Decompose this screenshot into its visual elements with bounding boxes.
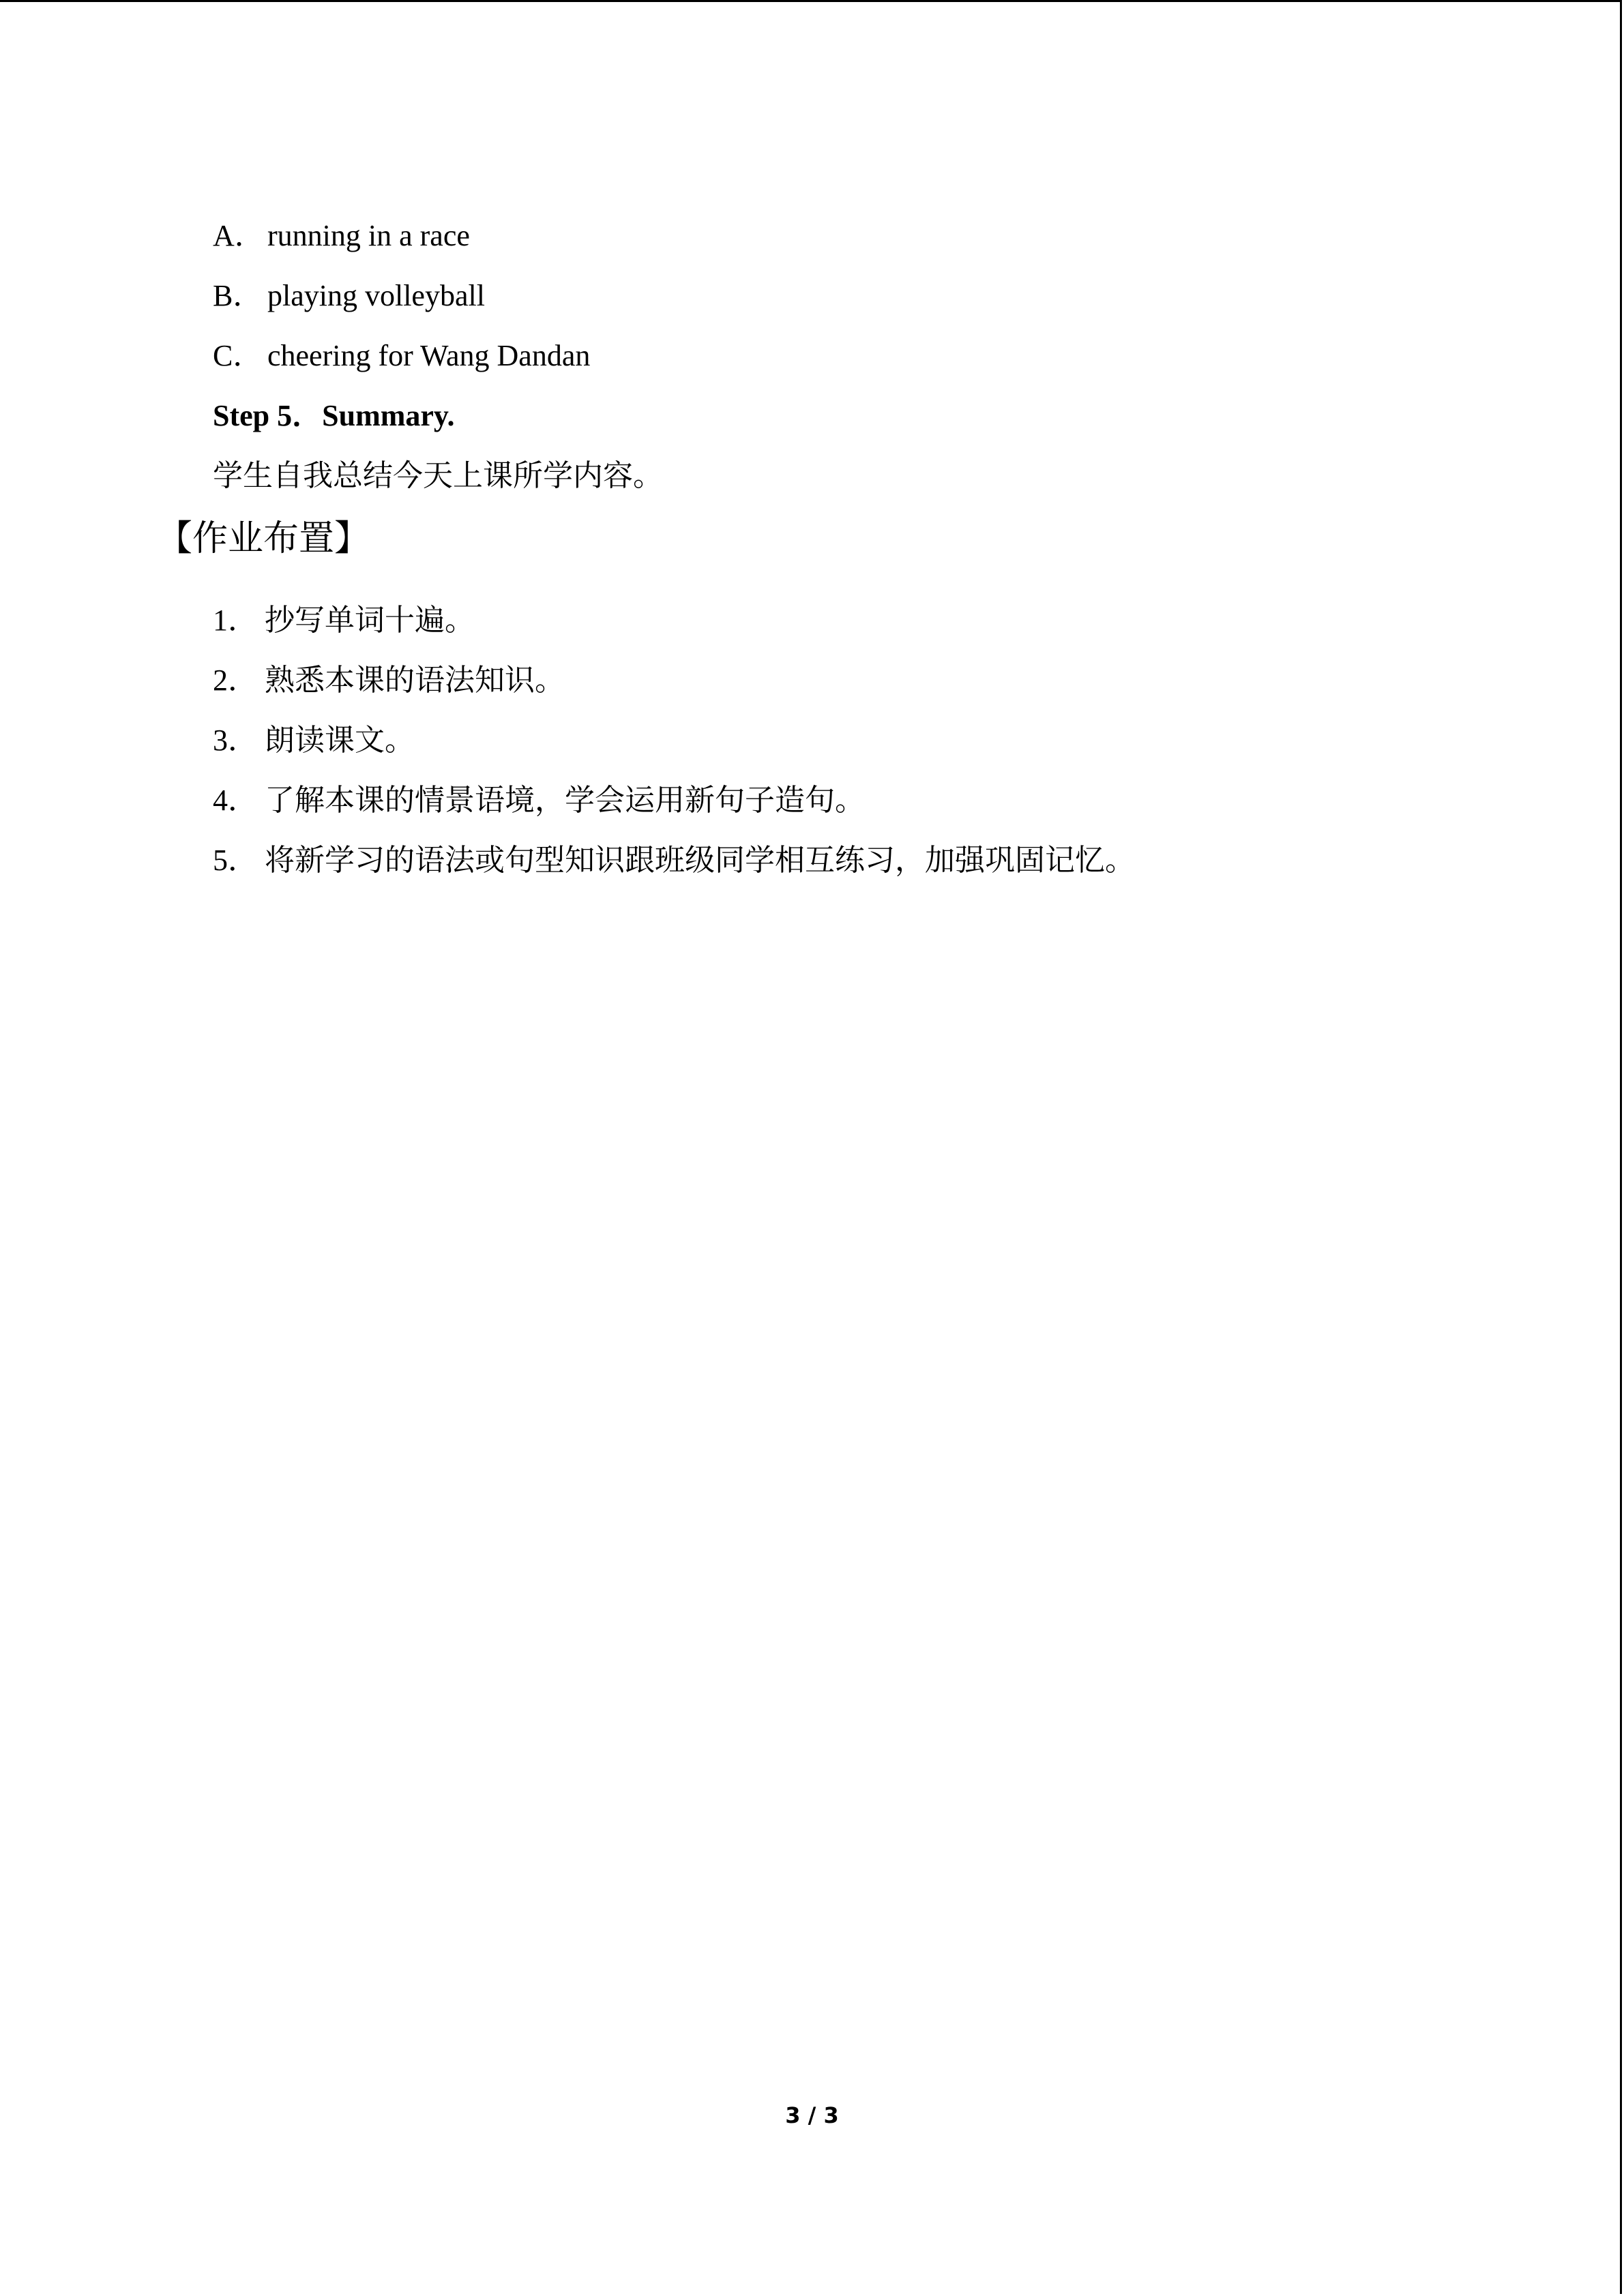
- homework-item: [213, 840, 1135, 881]
- option-text: cheering for Wang Dandan: [267, 339, 591, 372]
- option-a: [213, 215, 470, 256]
- step-5-heading: Step 5．Summary.: [213, 399, 455, 432]
- homework-item: [213, 720, 415, 761]
- homework-item-number: 2．: [213, 664, 258, 697]
- option-b: [213, 275, 485, 316]
- homework-item: [213, 660, 565, 701]
- homework-item-number: 4．: [213, 784, 258, 817]
- option-text: running in a race: [267, 219, 470, 252]
- option-label: A．: [213, 219, 265, 252]
- homework-heading: 【作业布置】: [157, 518, 370, 559]
- homework-item-text: 熟悉本课的语法知识。: [265, 664, 565, 697]
- homework-item: [213, 780, 865, 821]
- homework-item-text: 朗读课文。: [265, 724, 415, 757]
- option-label: B．: [213, 279, 263, 312]
- homework-item-number: 1．: [213, 603, 258, 637]
- step-5-text: 学生自我总结今天上课所学内容。: [213, 459, 663, 492]
- option-text: playing volleyball: [267, 279, 485, 312]
- page-number: 3 / 3: [785, 2102, 839, 2128]
- homework-item-number: 3．: [213, 724, 258, 757]
- homework-item-text: 了解本课的情景语境，学会运用新句子造句。: [265, 784, 865, 817]
- option-c: [213, 336, 590, 376]
- homework-item-number: 5．: [213, 844, 258, 877]
- homework-item-text: 将新学习的语法或句型知识跟班级同学相互练习，加强巩固记忆。: [265, 844, 1135, 877]
- option-label: C．: [213, 339, 263, 372]
- homework-item: [213, 600, 475, 641]
- homework-item-text: 抄写单词十遍。: [265, 603, 475, 637]
